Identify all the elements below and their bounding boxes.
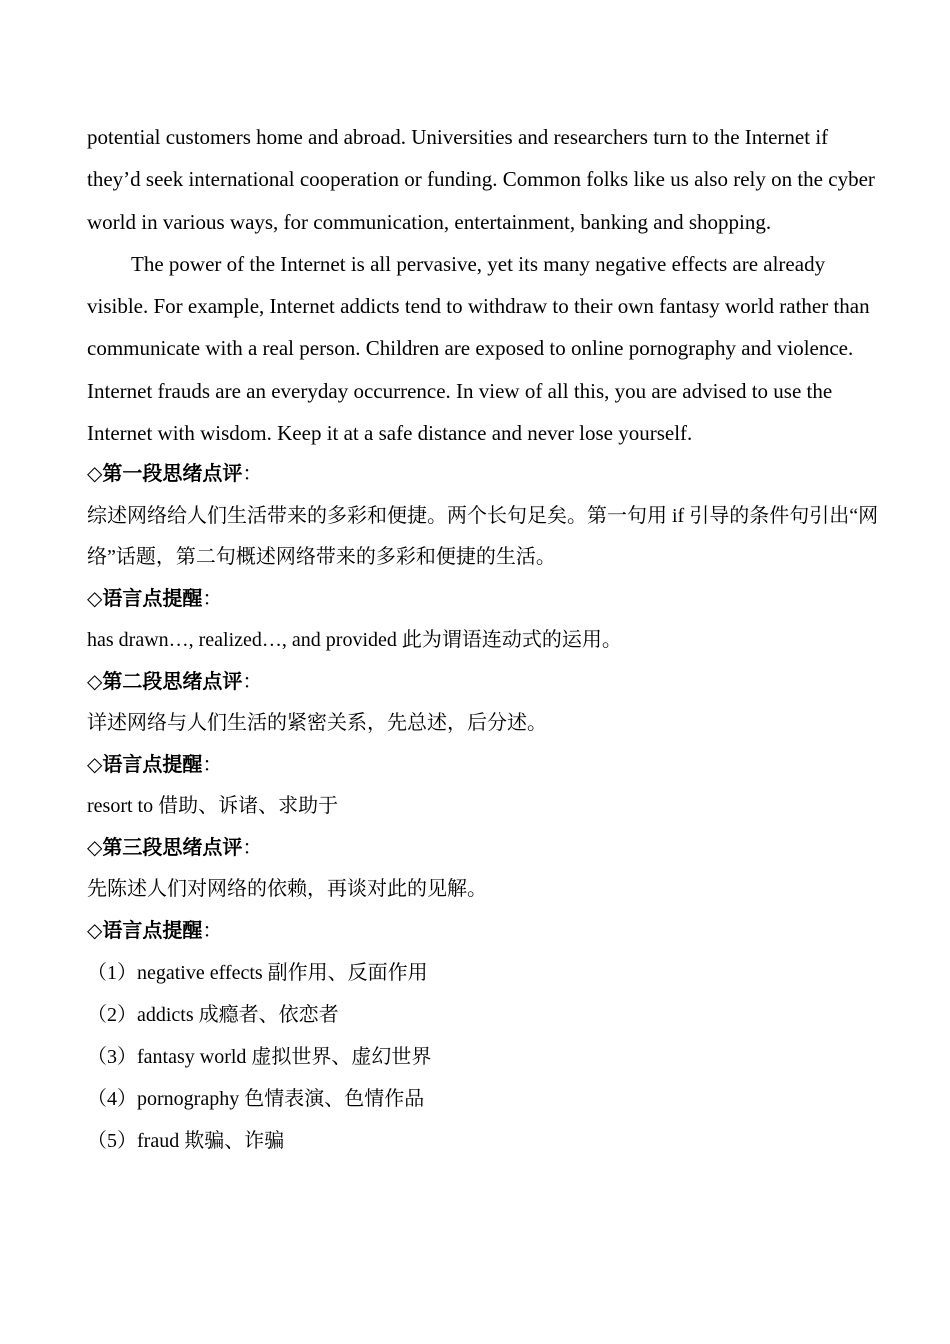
language-point-text-2: resort to 借助、诉诸、求助于 (87, 795, 339, 818)
vocab-list-item: （2）addicts 成瘾者、依恋者 (87, 1004, 339, 1027)
section-heading-language-points-2: ◇语言点提醒： (87, 753, 223, 776)
section-heading-para1-comment: ◇第一段思绪点评： (87, 463, 263, 486)
essay-paragraph-2: The power of the Internet is all pervasive, yet its many negative effects are already visible. For example, Internet addicts tend to withdraw to their own fantasy world rather than communicate with a real person. Children are exposed to online pornography and violence. Internet frauds are an everyday occurrence. In view of all this, you are advised to use the Internet with wisdom. Keep it at a safe distance and never lose yourself. (87, 251, 870, 446)
section-heading-para2-comment: ◇第二段思绪点评： (87, 670, 263, 693)
section-heading-language-points-1: ◇语言点提醒： (87, 587, 223, 610)
section-heading-language-points-3: ◇语言点提醒： (87, 919, 223, 942)
vocab-list-item: （5）fraud 欺骗、诈骗 (87, 1130, 285, 1153)
para1-comment-text: 综述网络给人们生活带来的多彩和便捷。两个长句足矣。第一句用 if 引导的条件句引出“网络”话题，第二句概述网络带来的多彩和便捷的生活。 (87, 504, 879, 569)
essay-paragraph-1-continued: potential customers home and abroad. Universities and researchers turn to the Internet if they’d seek international cooperation or funding. Common folks like us also rely on the cyber world in various ways, for communication, entertainment, banking and shopping. (87, 125, 875, 234)
para3-comment-text: 先陈述人们对网络的依赖，再谈对此的见解。 (87, 878, 487, 901)
document-page (87, 116, 879, 1162)
vocab-list-item: （1）negative effects 副作用、反面作用 (87, 962, 428, 985)
vocab-list-item: （4）pornography 色情表演、色情作品 (87, 1088, 425, 1111)
para2-comment-text: 详述网络与人们生活的紧密关系，先总述，后分述。 (87, 712, 547, 735)
vocab-list-item: （3）fantasy world 虚拟世界、虚幻世界 (87, 1046, 432, 1069)
language-point-text-1: has drawn…, realized…, and provided 此为谓语连动式的运用。 (87, 629, 622, 652)
section-heading-para3-comment: ◇第三段思绪点评： (87, 836, 263, 859)
